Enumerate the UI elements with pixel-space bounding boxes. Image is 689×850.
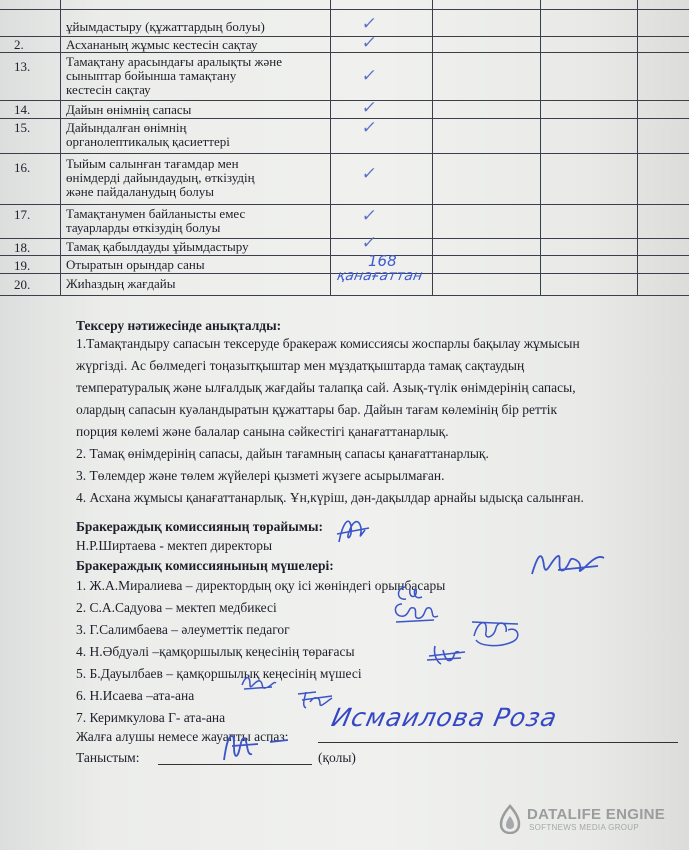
row-criterion: Тамақтану арасындағы аралықты және сыныптар бойынша тамақтану кестесін сақтау: [66, 54, 282, 97]
inspection-table: [0, 0, 689, 296]
row-criterion: Тамақ қабылдауды ұйымдастыру: [66, 239, 249, 254]
results-line: 1.Тамақтандыру сапасын тексеруде бракераж комиссиясы жоспарлы бақылау жұмысын: [76, 336, 580, 351]
row-number: 20.: [14, 277, 31, 292]
row-criterion: Дайын өнімнің сапасы: [66, 102, 192, 117]
watermark-subtitle: SOFTNEWS MEDIA GROUP: [529, 823, 640, 832]
row-criterion: Жиһаздың жағдайы: [66, 276, 176, 291]
results-line: температуралық және ылғалдық жағдайы талапқа сай. Азық-түлік өнімдерінің сапасы,: [76, 380, 576, 395]
check-mark-icon: ✓: [360, 164, 379, 184]
row-number: 16.: [14, 160, 31, 175]
seats-count-handwritten: 168: [368, 252, 397, 270]
member-line: 7. Керимкулова Г- ата-ана: [76, 710, 226, 725]
watermark: [497, 800, 677, 840]
row-criterion: ұйымдастыру (құжаттардың болуы): [66, 19, 265, 34]
row-criterion: Дайындалған өнімнің органолептикалық қасиеттері: [66, 120, 230, 149]
results-line: 3. Төлемдер және төлем жүйелері қызметі жүзеге асырылмаған.: [76, 468, 445, 483]
member-line: 2. С.А.Садуова – мектеп медбикесі: [76, 600, 277, 615]
check-mark-icon: ✓: [360, 233, 379, 253]
results-line: жүргізді. Ас бөлмедегі тоңазытқыштар мен мұздатқыштарда тамақ сақтаудың: [76, 358, 525, 373]
member7-signature-icon: [292, 688, 336, 712]
cook-label: Жалға алушы немесе жауапты аспаз:: [76, 729, 289, 744]
row-criterion: Отыратын орындар саны: [66, 257, 205, 272]
familiar-label: Таныстым:: [76, 750, 140, 765]
member-line: 4. Н.Әбдуәлі –қамқоршылық кеңесінің төрағасы: [76, 644, 355, 659]
watermark-title: DATALIFE ENGINE: [527, 806, 666, 823]
row-number: 15.: [14, 120, 31, 135]
check-mark-icon: ✓: [360, 206, 379, 226]
familiar-signature-icon: [218, 728, 308, 766]
furniture-condition-handwritten: қанағаттан: [335, 268, 424, 284]
signature-caption: (қолы): [318, 750, 356, 765]
chair-signature-icon: [335, 512, 375, 552]
row-criterion: Тыйым салынған тағамдар мен өнімдерді дайындаудың, өткізудің және пайдаланудың болуы: [66, 156, 255, 199]
results-line: порция көлемі және балалар санына сәйкестігі қанағаттанарлық.: [76, 424, 449, 439]
cook-signature-line: [318, 742, 678, 743]
row-number: 2.: [14, 37, 24, 52]
member5-signature-icon: [425, 640, 469, 668]
cook-name-handwritten: Исмаилова Роза: [328, 703, 561, 732]
row-number: 13.: [14, 59, 31, 74]
row-number: 14.: [14, 102, 31, 117]
datalife-logo-icon: [497, 804, 523, 839]
row-number: 18.: [14, 240, 31, 255]
member4-signature-icon: [468, 614, 526, 650]
member6-signature-icon: [238, 673, 278, 695]
member-line: 1. Ж.А.Миралиева – директордың оқу ісі жөніндегі орынбасары: [76, 578, 446, 593]
members-heading: Бракераждық комиссиянының мүшелері:: [76, 558, 334, 573]
results-line: 4. Асхана жұмысы қанағаттанарлық. Ұн,күріш, дән-дақылдар арнайы ыдысқа салынған.: [76, 490, 584, 505]
results-line: олардың сапасын куәландыратын құжаттары бар. Дайын тағам көлемінің бір реттік: [76, 402, 558, 417]
results-line: 2. Тамақ өнімдерінің сапасы, дайын тағамның сапасы қанағаттанарлық.: [76, 446, 489, 461]
member1-signature-icon: [528, 548, 608, 582]
row-number: 19.: [14, 258, 31, 273]
check-mark-icon: ✓: [360, 66, 379, 86]
chair-heading: Бракераждық комиссияның төрайымы:: [76, 519, 323, 534]
check-mark-icon: ✓: [360, 33, 379, 53]
check-mark-icon: ✓: [360, 14, 379, 34]
member-line: 5. Б.Дауылбаев – қамқоршылық кеңесінің мүшесі: [76, 666, 362, 681]
row-number: 17.: [14, 207, 31, 222]
check-mark-icon: ✓: [360, 118, 379, 138]
row-criterion: Тамақтанумен байланысты емес тауарларды өткізудің болуы: [66, 206, 246, 235]
chair-name: Н.Р.Ширтаева - мектеп директоры: [76, 538, 273, 553]
check-mark-icon: ✓: [360, 98, 379, 118]
member-line: 6. Н.Исаева –ата-ана: [76, 688, 195, 703]
member3-signature-icon: [390, 600, 440, 626]
row-criterion: Асхананың жұмыс кестесін сақтау: [66, 37, 258, 52]
results-heading: Тексеру нәтижесінде анықталды:: [76, 318, 282, 333]
member-line: 3. Г.Салимбаева – әлеуметтік педагог: [76, 622, 290, 637]
